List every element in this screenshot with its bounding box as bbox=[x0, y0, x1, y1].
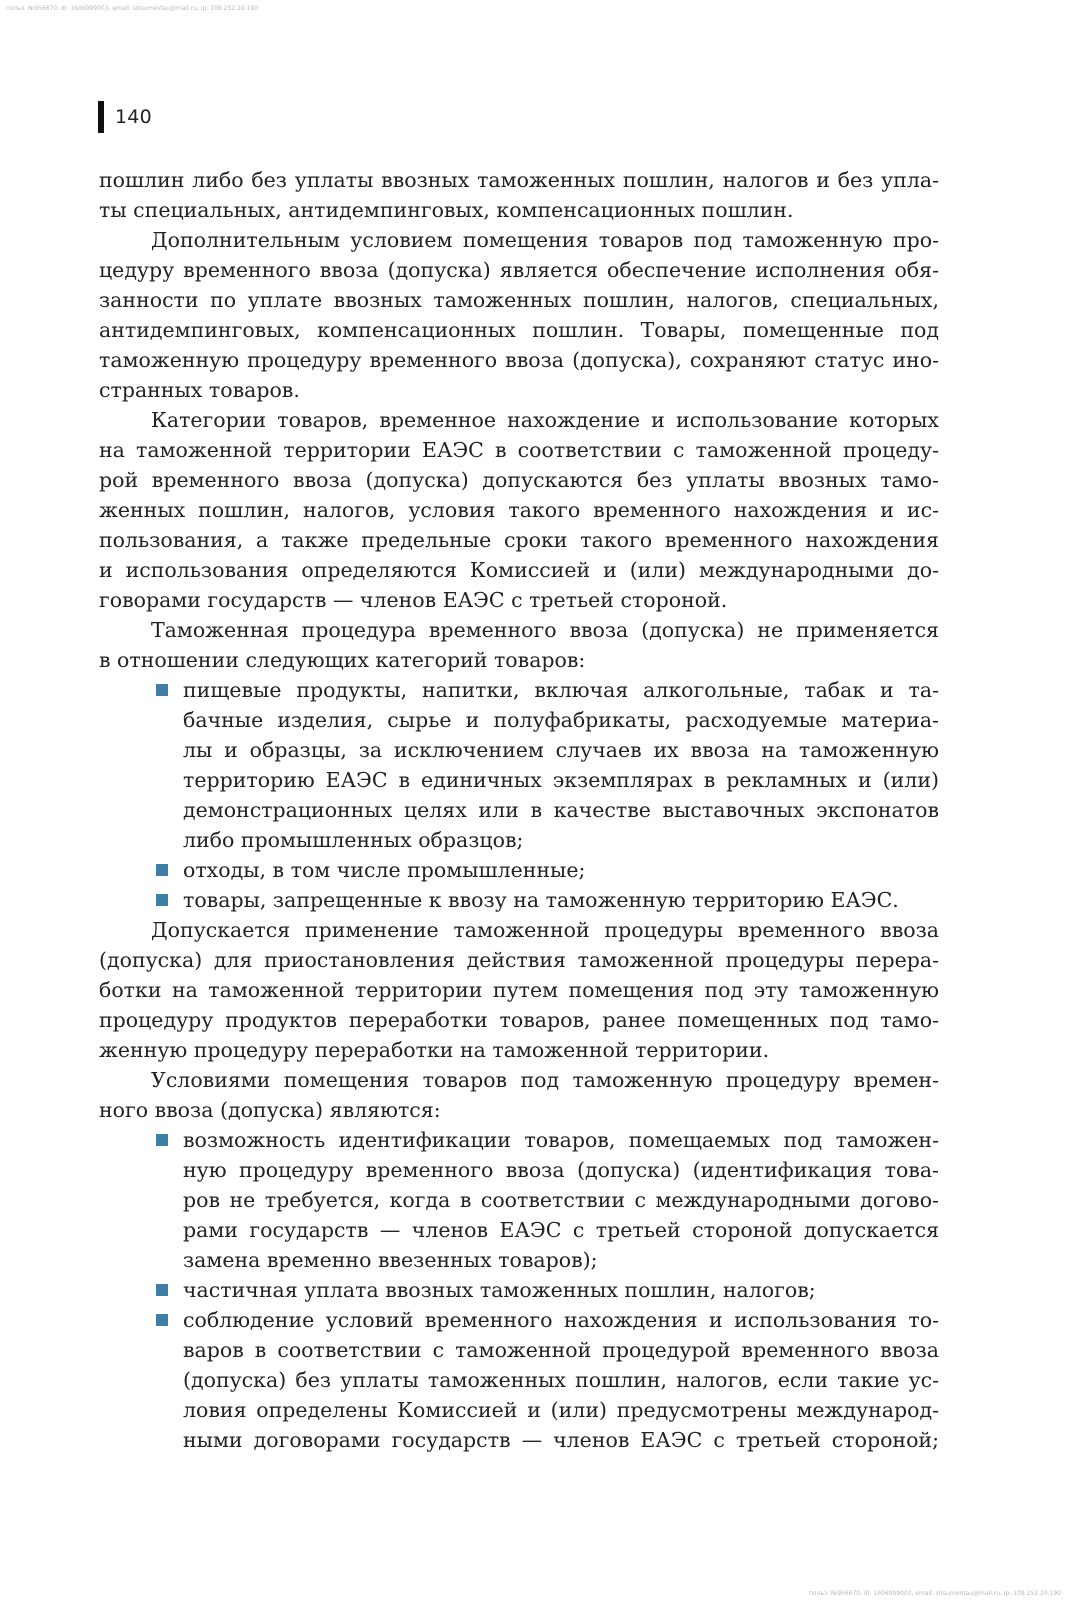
text-line: странных товаров. bbox=[99, 378, 300, 402]
text-line: ты специальных, антидемпинговых, компенсационных пошлин. bbox=[99, 198, 794, 222]
list-item bbox=[99, 1275, 939, 1305]
text-line: цедуру временного ввоза (допуска) является обеспечение исполнения обя- bbox=[99, 258, 939, 282]
text-line: варов в соответствии с таможенной процедурой временного ввоза bbox=[183, 1338, 939, 1362]
list-item bbox=[99, 885, 939, 915]
text-line: отходы, в том числе промышленные; bbox=[183, 858, 586, 882]
bullet-list bbox=[99, 675, 939, 915]
paragraph bbox=[99, 405, 939, 615]
square-bullet-icon bbox=[156, 894, 168, 906]
text-line: на таможенной территории ЕАЭС в соответствии с таможенной процеду- bbox=[99, 438, 939, 462]
text-line: либо промышленных образцов; bbox=[183, 828, 524, 852]
text-line: процедуру продуктов переработки товаров, ранее помещенных под тамо- bbox=[99, 1008, 939, 1032]
text-line: в отношении следующих категорий товаров: bbox=[99, 648, 586, 672]
text-line: женных пошлин, налогов, условия такого временного нахождения и ис- bbox=[99, 498, 939, 522]
text-line: Допускается применение таможенной процедуры временного ввоза bbox=[151, 918, 939, 942]
text-line: ного ввоза (допуска) являются: bbox=[99, 1098, 441, 1122]
text-line: замена временно ввезенных товаров); bbox=[183, 1248, 598, 1272]
header-bar-marker bbox=[98, 101, 104, 133]
text-line: ров не требуется, когда в соответствии с международными догово- bbox=[183, 1188, 939, 1212]
text-line: частичная уплата ввозных таможенных пошлин, налогов; bbox=[183, 1278, 816, 1302]
text-line: (допуска) для приостановления действия таможенной процедуры перера- bbox=[99, 948, 939, 972]
watermark-top: польз. №956670, dl: 1606999003, email: sitsumentau@mail.ru, ip: 109.252.20.190 bbox=[6, 5, 259, 12]
list-item bbox=[99, 1305, 939, 1455]
text-line: Категории товаров, временное нахождение и использование которых bbox=[151, 408, 939, 432]
list-item bbox=[99, 1125, 939, 1275]
text-line: пищевые продукты, напитки, включая алкогольные, табак и та- bbox=[183, 678, 939, 702]
text-line: ными договорами государств — членов ЕАЭС с третьей стороной; bbox=[183, 1428, 939, 1452]
page-number: 140 bbox=[115, 106, 152, 128]
bullet-list bbox=[99, 1125, 939, 1455]
text-line: товары, запрещенные к ввозу на таможенную территорию ЕАЭС. bbox=[183, 888, 899, 912]
text-line: пошлин либо без уплаты ввозных таможенных пошлин, налогов и без упла- bbox=[99, 168, 939, 192]
text-line: рами государств — членов ЕАЭС с третьей стороной допускается bbox=[183, 1218, 939, 1242]
square-bullet-icon bbox=[156, 1134, 168, 1146]
text-line: соблюдение условий временного нахождения и использования то- bbox=[183, 1308, 939, 1332]
paragraph bbox=[99, 225, 939, 405]
text-line: и использования определяются Комиссией и (или) международными до- bbox=[99, 558, 939, 582]
text-line: территорию ЕАЭС в единичных экземплярах в рекламных и (или) bbox=[183, 768, 939, 792]
text-line: Таможенная процедура временного ввоза (допуска) не применяется bbox=[151, 618, 939, 642]
text-line: Условиями помещения товаров под таможенную процедуру времен- bbox=[151, 1068, 939, 1092]
text-line: таможенную процедуру временного ввоза (допуска), сохраняют статус ино- bbox=[99, 348, 939, 372]
text-line: антидемпинговых, компенсационных пошлин. Товары, помещенные под bbox=[99, 318, 939, 342]
text-line: ную процедуру временного ввоза (допуска) (идентификация това- bbox=[183, 1158, 939, 1182]
page-body bbox=[99, 165, 939, 1455]
text-line: лы и образцы, за исключением случаев их ввоза на таможенную bbox=[183, 738, 939, 762]
paragraph bbox=[99, 165, 939, 225]
text-line: говорами государств — членов ЕАЭС с третьей стороной. bbox=[99, 588, 728, 612]
text-line: занности по уплате ввозных таможенных пошлин, налогов, специальных, bbox=[99, 288, 939, 312]
text-line: бачные изделия, сырье и полуфабрикаты, расходуемые материа- bbox=[183, 708, 939, 732]
text-line: рой временного ввоза (допуска) допускаются без уплаты ввозных тамо- bbox=[99, 468, 939, 492]
square-bullet-icon bbox=[156, 1314, 168, 1326]
paragraph bbox=[99, 915, 939, 1065]
watermark-bottom: польз. №956670, dl: 1606999003, email: sitsumentau@mail.ru, ip: 109.252.20.190 bbox=[808, 1590, 1061, 1597]
paragraph bbox=[99, 615, 939, 675]
page-header bbox=[98, 101, 152, 133]
text-line: (допуска) без уплаты таможенных пошлин, налогов, если такие ус- bbox=[183, 1368, 939, 1392]
paragraph bbox=[99, 1065, 939, 1125]
text-line: ботки на таможенной территории путем помещения под эту таможенную bbox=[99, 978, 939, 1002]
text-line: пользования, а также предельные сроки такого временного нахождения bbox=[99, 528, 939, 552]
square-bullet-icon bbox=[156, 864, 168, 876]
text-line: Дополнительным условием помещения товаров под таможенную про- bbox=[151, 228, 939, 252]
square-bullet-icon bbox=[156, 1284, 168, 1296]
list-item bbox=[99, 675, 939, 855]
text-line: женную процедуру переработки на таможенной территории. bbox=[99, 1038, 770, 1062]
text-line: возможность идентификации товаров, помещаемых под таможен- bbox=[183, 1128, 939, 1152]
text-line: демонстрационных целях или в качестве выставочных экспонатов bbox=[183, 798, 939, 822]
list-item bbox=[99, 855, 939, 885]
text-line: ловия определены Комиссией и (или) предусмотрены международ- bbox=[183, 1398, 939, 1422]
square-bullet-icon bbox=[156, 684, 168, 696]
